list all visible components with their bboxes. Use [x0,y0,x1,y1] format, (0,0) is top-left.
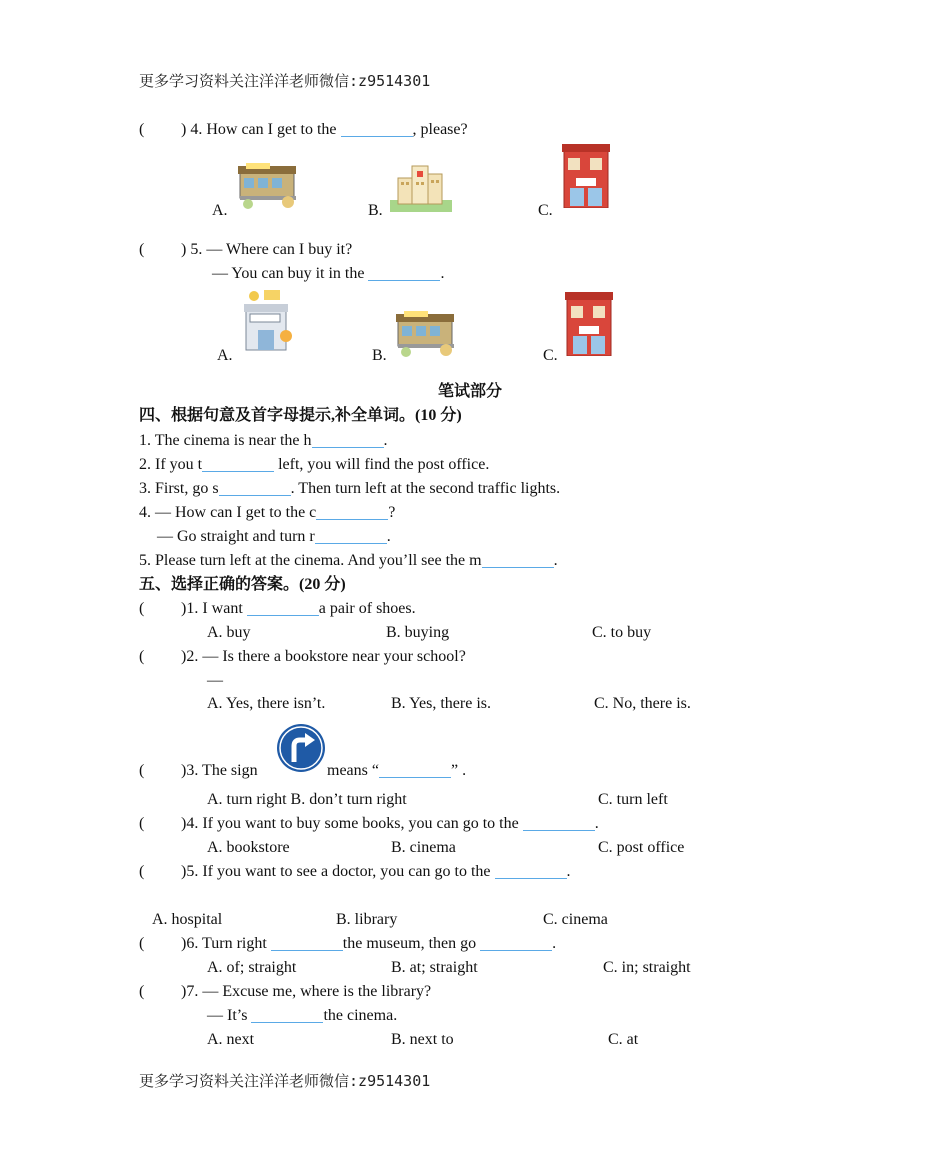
fill-item-2: 2. If you t left, you will find the post office. [139,456,490,473]
answer-blank[interactable] [202,455,274,472]
page-header: 更多学习资料关注洋洋老师微信:z9514301 [139,72,431,90]
option-c-label: C. [538,202,553,219]
answer-blank[interactable] [523,814,595,831]
answer-paren[interactable]: ( [139,983,145,1000]
section-4-title: 四、根据句意及首字母提示,补全单词。(10 分) [139,407,462,424]
option-a[interactable]: A. buy [207,624,251,641]
answer-paren[interactable]: ( [139,815,145,832]
answer-blank[interactable] [219,479,291,496]
option-c[interactable]: C. turn left [598,791,668,808]
option-a[interactable]: A. hospital [152,911,223,928]
cinema-image [240,288,294,354]
answer-blank[interactable] [315,527,387,544]
bookstore-image [394,306,458,360]
question-5-answer-line: — You can buy it in the . [212,265,445,282]
choice-question-4: ( )4. If you want to buy some books, you can go to the . [139,815,599,832]
option-a-label: A. [212,202,228,219]
option-a[interactable]: A. of; straight [207,959,297,976]
option-a[interactable]: A. next [207,1031,255,1048]
answer-blank[interactable] [379,761,451,778]
choice-question-7: ( )7. — Excuse me, where is the library? [139,983,432,1000]
option-c[interactable]: C. at [608,1031,639,1048]
fill-item-5: 5. Please turn left at the cinema. And you’ll see the m . [139,552,558,569]
option-a[interactable]: A. bookstore [207,839,290,856]
question-3-means: means “ ” . [327,762,467,779]
choice-question-2: ( )2. — Is there a bookstore near your school? [139,648,466,665]
fill-item-4-reply: — Go straight and turn r . [157,528,391,545]
option-c[interactable]: C. in; straight [603,959,691,976]
question-text: How can I get to the [206,121,337,138]
answer-blank[interactable] [316,503,388,520]
option-b[interactable]: B. at; straight [391,959,478,976]
question-7-reply: — It’s the cinema. [207,1007,398,1024]
post-office-image [560,142,612,208]
choice-question-6: ( )6. Turn right the museum, then go . [139,935,557,952]
turn-right-sign-icon [275,722,327,774]
question-text: — Where can I buy it? [206,241,353,258]
option-c[interactable]: C. post office [598,839,685,856]
option-b[interactable]: B. library [336,911,398,928]
answer-paren[interactable]: ( [139,762,145,779]
post-office-image [563,290,615,356]
option-a[interactable]: A. Yes, there isn’t. [207,695,326,712]
answer-blank[interactable] [368,264,440,281]
option-b[interactable]: B. buying [386,624,450,641]
reply-dash: — [207,672,223,689]
choice-question-5: ( )5. If you want to see a doctor, you can go to the . [139,863,571,880]
choice-question-3: ( )3. The sign [139,762,258,779]
option-c-label: C. [543,347,558,364]
answer-paren[interactable]: ( [139,600,145,617]
option-a-b[interactable]: A. turn right B. don’t turn right [207,791,407,808]
option-c[interactable]: C. cinema [543,911,608,928]
question-5-listening: ( ) 5. — Where can I buy it? [139,241,353,258]
answer-blank[interactable] [247,599,319,616]
hospital-image [390,160,452,212]
option-c[interactable]: C. to buy [592,624,652,641]
page-footer: 更多学习资料关注洋洋老师微信:z9514301 [139,1072,431,1090]
answer-paren[interactable]: ( [139,863,145,880]
answer-paren[interactable]: ( [139,121,145,138]
answer-blank[interactable] [312,431,384,448]
answer-blank[interactable] [482,551,554,568]
option-b[interactable]: B. Yes, there is. [391,695,492,712]
answer-blank[interactable] [495,862,567,879]
fill-item-3: 3. First, go s . Then turn left at the second traffic lights. [139,480,561,497]
option-b[interactable]: B. cinema [391,839,456,856]
answer-paren[interactable]: ( [139,935,145,952]
question-4-listening: ( ) 4. How can I get to the , please? [139,121,468,138]
answer-paren[interactable]: ( [139,241,145,258]
answer-blank[interactable] [251,1006,323,1023]
choice-question-1: ( )1. I want a pair of shoes. [139,600,416,617]
answer-blank[interactable] [480,934,552,951]
question-number: 4. [190,121,203,138]
fill-item-4: 4. — How can I get to the c ? [139,504,396,521]
section-5-title: 五、选择正确的答案。(20 分) [139,576,346,593]
bookstore-image [236,158,300,212]
answer-paren[interactable]: ( [139,648,145,665]
option-b-label: B. [372,347,387,364]
answer-blank[interactable] [341,120,413,137]
answer-blank[interactable] [271,934,343,951]
option-a-label: A. [217,347,233,364]
fill-item-1: 1. The cinema is near the h . [139,432,388,449]
option-c[interactable]: C. No, there is. [594,695,691,712]
written-part-title: 笔试部分 [438,383,503,400]
option-b[interactable]: B. next to [391,1031,454,1048]
option-b-label: B. [368,202,383,219]
